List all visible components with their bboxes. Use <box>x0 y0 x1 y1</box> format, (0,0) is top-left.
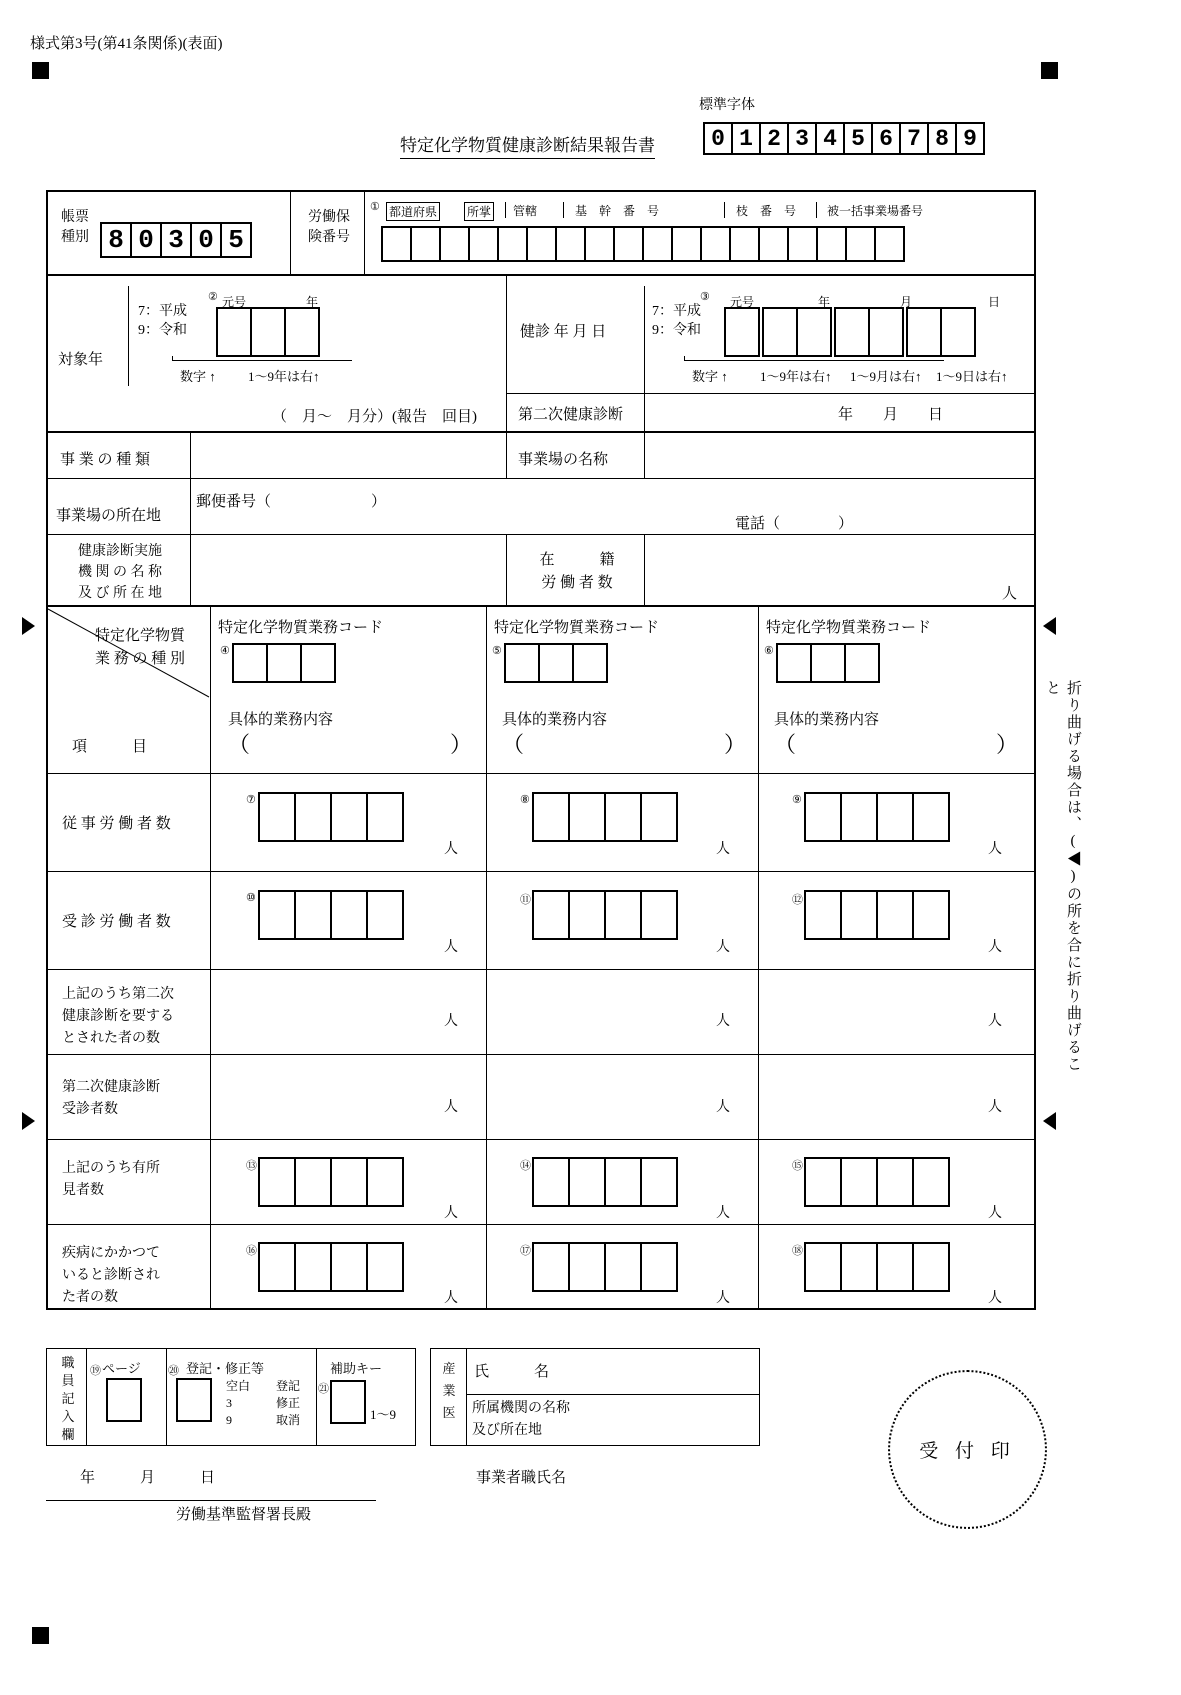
row4-col3-unit: 人 <box>988 1100 1002 1115</box>
record-type-digit: 8 <box>100 222 132 258</box>
record-type-digit: 0 <box>130 222 162 258</box>
row6-col3-boxes[interactable] <box>804 1242 948 1292</box>
row6-col3-unit: 人 <box>988 1291 1002 1306</box>
record-type-digit: 0 <box>190 222 222 258</box>
std-font-digits <box>703 122 983 155</box>
divider <box>505 202 506 218</box>
code-cell[interactable] <box>538 643 574 683</box>
num-cell[interactable] <box>330 1157 368 1207</box>
num-cell[interactable] <box>912 1242 950 1292</box>
col-gengo-label-2: 元号 <box>730 295 755 309</box>
marker-1: ① <box>370 201 380 213</box>
row6-col1-boxes[interactable] <box>258 1242 402 1292</box>
exam-date-boxes[interactable] <box>724 307 974 357</box>
register-label: 登記・修正等 <box>186 1361 265 1376</box>
month-cell-2[interactable] <box>868 307 904 357</box>
col-day-label: 日 <box>988 295 1001 309</box>
insurance-digit-cell[interactable] <box>497 226 528 262</box>
col-gengo-label: 元号 <box>222 295 247 309</box>
aux-label: 補助キー <box>330 1361 383 1376</box>
note-digit-2 <box>692 366 728 385</box>
matrix-corner-top: 特定化学物質 業 務 の 種 別 <box>94 628 185 667</box>
postal-label-text: 郵便番号（ <box>196 494 272 510</box>
code-cell[interactable] <box>844 643 880 683</box>
std-digit: 1 <box>731 122 761 155</box>
divider <box>466 1394 759 1395</box>
std-digit: 6 <box>871 122 901 155</box>
num-cell[interactable] <box>366 890 404 940</box>
num-cell[interactable] <box>640 890 678 940</box>
worker-count-label: 在 籍 労 働 者 数 <box>539 552 615 591</box>
num-cell[interactable] <box>568 1157 606 1207</box>
num-cell[interactable] <box>804 792 842 842</box>
num-cell[interactable] <box>532 890 570 940</box>
postal-close: ） <box>371 494 387 510</box>
matrix-row-4 <box>46 1055 1036 1140</box>
divider <box>506 535 507 607</box>
code-marker-3: ⑥ <box>764 645 774 657</box>
page-label: ページ <box>102 1361 141 1376</box>
insurance-digit-cell[interactable] <box>816 226 847 262</box>
row1-col1-unit: 人 <box>444 842 458 857</box>
insurance-digit-cell[interactable] <box>468 226 499 262</box>
divider <box>466 1348 467 1446</box>
exam-date-label: 健診 年 月 日 <box>520 324 607 340</box>
page-input-cell[interactable] <box>106 1378 142 1422</box>
arrow-up-icon: ↑ <box>313 369 320 384</box>
row3-col3-unit: 人 <box>988 1014 1002 1029</box>
marker-20: ⑳ <box>168 1365 179 1377</box>
num-cell[interactable] <box>876 1242 914 1292</box>
num-cell[interactable] <box>912 1157 950 1207</box>
note-right-text: 1〜9年は右 <box>248 369 314 384</box>
second-exam-date: 年 月 日 <box>838 407 944 423</box>
tel-close: ） <box>838 516 854 532</box>
col-year-label-2: 年 <box>818 295 831 309</box>
num-cell[interactable] <box>294 792 332 842</box>
row2-col1-unit: 人 <box>444 940 458 955</box>
site-name-label: 事業場の名称 <box>518 452 609 468</box>
num-cell[interactable] <box>876 792 914 842</box>
insurance-digit-cell[interactable] <box>381 226 412 262</box>
row6-col2-unit: 人 <box>716 1291 730 1306</box>
divider <box>506 276 507 433</box>
divider <box>190 433 191 479</box>
num-cell[interactable] <box>366 1242 404 1292</box>
period-note: （ 月〜 月分）(報告 回目) <box>272 409 477 425</box>
employer-label: 事業者職氏名 <box>476 1470 567 1486</box>
insurance-digit-cell[interactable] <box>584 226 615 262</box>
row2-col1-boxes[interactable] <box>258 890 402 940</box>
row-address <box>46 479 1036 535</box>
day-cell-2[interactable] <box>940 307 976 357</box>
note-digit-text-2: 数字 <box>692 369 719 384</box>
marker-21: ㉑ <box>318 1383 329 1395</box>
row1-col3-boxes[interactable] <box>804 792 948 842</box>
month-cell-1[interactable] <box>834 307 870 357</box>
code-boxes-2[interactable] <box>504 643 606 683</box>
note-right <box>248 366 320 385</box>
num-cell[interactable] <box>294 890 332 940</box>
tel-label <box>735 512 853 533</box>
col-month-label: 月 <box>900 295 913 309</box>
row1-col1-boxes[interactable] <box>258 792 402 842</box>
insurance-col-headers <box>370 200 960 218</box>
marker-12: ⑫ <box>792 894 803 906</box>
divider <box>563 202 564 218</box>
num-cell[interactable] <box>532 1157 570 1207</box>
divider <box>644 535 645 607</box>
row1-col2-boxes[interactable] <box>532 792 676 842</box>
num-cell[interactable] <box>568 792 606 842</box>
address-label: 事業場の所在地 <box>56 508 162 524</box>
row3-col2-unit: 人 <box>716 1014 730 1029</box>
marker-15: ⑮ <box>792 1160 803 1172</box>
worker-count-unit: 人 <box>1002 586 1018 602</box>
marker-11: ⑪ <box>520 894 531 906</box>
code-cell[interactable] <box>232 643 268 683</box>
insurance-digit-cell[interactable] <box>845 226 876 262</box>
num-cell[interactable] <box>640 1157 678 1207</box>
submit-to: 労働基準監督署長殿 <box>176 1507 312 1523</box>
code-label-2: 特定化学物質業務コード <box>494 620 660 636</box>
code-marker-2: ⑤ <box>492 645 502 657</box>
detail-paren-2[interactable]: （ ） <box>502 732 747 757</box>
code-boxes-3[interactable] <box>776 643 878 683</box>
day-cell-1[interactable] <box>906 307 942 357</box>
num-cell[interactable] <box>804 1242 842 1292</box>
col-year-label: 年 <box>306 295 319 309</box>
fold-arrow-right-top <box>1043 617 1056 635</box>
matrix-row-4-label: 第二次健康診断 受診者数 <box>62 1080 160 1117</box>
num-cell[interactable] <box>568 1242 606 1292</box>
num-cell[interactable] <box>258 792 296 842</box>
num-cell[interactable] <box>330 792 368 842</box>
divider <box>644 393 645 433</box>
note-month <box>850 366 922 385</box>
staff-label: 職 員 記 入 欄 <box>61 1355 75 1442</box>
submission-date: 年 月 日 <box>80 1470 216 1486</box>
num-cell[interactable] <box>804 890 842 940</box>
marker-9: ⑨ <box>792 794 802 806</box>
num-cell[interactable] <box>912 792 950 842</box>
note-year-text: 1〜9年は右 <box>760 369 826 384</box>
col-jurisdiction: 所掌 <box>464 202 494 221</box>
num-cell[interactable] <box>912 890 950 940</box>
std-digit: 4 <box>815 122 845 155</box>
fold-arrow-right-bottom <box>1043 1112 1056 1130</box>
num-cell[interactable] <box>258 1157 296 1207</box>
era-note-2: 7：平成 9：令和 <box>652 304 701 338</box>
detail-paren-1[interactable]: （ ） <box>228 732 473 757</box>
std-digit: 5 <box>843 122 873 155</box>
postal-label <box>196 490 386 511</box>
underline <box>172 360 352 361</box>
divider <box>506 433 507 479</box>
row2-col3-boxes[interactable] <box>804 890 948 940</box>
register-options-left: 空白 3 9 <box>226 1379 251 1427</box>
row5-col3-boxes[interactable] <box>804 1157 948 1207</box>
signature-line <box>46 1500 376 1501</box>
code-cell[interactable] <box>300 643 336 683</box>
marker-16: ⑯ <box>246 1245 257 1257</box>
row4-col2-unit: 人 <box>716 1100 730 1115</box>
register-mark-bottom-left <box>32 1627 49 1644</box>
receipt-seal-text: 受 付 印 <box>919 1441 1016 1462</box>
col-combined-site-number: 被一括事業場番号 <box>827 204 924 218</box>
divider <box>316 1348 317 1446</box>
row2-col3-unit: 人 <box>988 940 1002 955</box>
marker-2: ② <box>208 291 218 303</box>
row6-col2-boxes[interactable] <box>532 1242 676 1292</box>
detail-label-1: 具体的業務内容 <box>228 712 334 728</box>
num-cell[interactable] <box>568 890 606 940</box>
col-branch-number: 枝 番 号 <box>736 204 797 218</box>
divider <box>290 190 291 276</box>
note-digit-text: 数字 <box>180 369 207 384</box>
code-label-3: 特定化学物質業務コード <box>766 620 932 636</box>
insurance-digit-cell[interactable] <box>874 226 905 262</box>
row5-col2-unit: 人 <box>716 1206 730 1221</box>
num-cell[interactable] <box>604 792 642 842</box>
aux-range: 1〜9 <box>370 1407 397 1422</box>
marker-3: ③ <box>700 291 710 303</box>
tick <box>684 356 685 361</box>
row2-col2-unit: 人 <box>716 940 730 955</box>
form-number: 様式第3号(第41条関係)(表面) <box>30 36 223 52</box>
matrix-row-6-label: 疾病にかかつて いると診断され た者の数 <box>62 1246 160 1305</box>
col-prefecture: 都道府県 <box>386 202 440 221</box>
target-year-boxes[interactable] <box>216 307 318 357</box>
insurance-number-boxes[interactable] <box>381 226 903 262</box>
note-digit <box>180 366 216 385</box>
record-type-label: 帳票 種別 <box>61 210 89 245</box>
code-cell[interactable] <box>810 643 846 683</box>
matrix-corner-bottom: 項 目 <box>72 739 148 755</box>
insurance-digit-cell[interactable] <box>729 226 760 262</box>
tel-label-text: 電話（ <box>735 516 781 532</box>
row5-col3-unit: 人 <box>988 1206 1002 1221</box>
note-year <box>760 366 832 385</box>
institution-label: 健康診断実施 機 関 の 名 称 及 び 所 在 地 <box>78 544 162 601</box>
register-options-right: 登記 修正 取消 <box>276 1379 301 1427</box>
insurance-digit-cell[interactable] <box>700 226 731 262</box>
receipt-seal <box>888 1370 1047 1529</box>
business-type-label: 事 業 の 種 類 <box>60 452 151 468</box>
num-cell[interactable] <box>876 890 914 940</box>
page-title: 特定化学物質健康診断結果報告書 <box>400 131 655 159</box>
divider <box>816 202 817 218</box>
num-cell[interactable] <box>330 1242 368 1292</box>
divider <box>644 286 645 393</box>
arrow-up-icon: ↑ <box>825 369 832 384</box>
divider <box>166 1348 167 1446</box>
std-digit: 3 <box>787 122 817 155</box>
row6-col1-unit: 人 <box>444 1291 458 1306</box>
aux-input-cell[interactable] <box>330 1380 366 1424</box>
insurance-digit-cell[interactable] <box>758 226 789 262</box>
arrow-up-icon: ↑ <box>915 369 922 384</box>
num-cell[interactable] <box>804 1157 842 1207</box>
detail-label-2: 具体的業務内容 <box>502 712 608 728</box>
matrix-row-3 <box>46 970 1036 1055</box>
row3-col1-unit: 人 <box>444 1014 458 1029</box>
row1-col2-unit: 人 <box>716 842 730 857</box>
insurance-digit-cell[interactable] <box>787 226 818 262</box>
target-year-label: 対象年 <box>58 352 104 368</box>
std-digit: 8 <box>927 122 957 155</box>
matrix-row-5-label: 上記のうち有所 見者数 <box>62 1161 160 1198</box>
code-label-1: 特定化学物質業務コード <box>218 620 384 636</box>
gengo-cell[interactable] <box>724 307 760 357</box>
divider <box>644 433 645 479</box>
divider <box>190 479 191 535</box>
num-cell[interactable] <box>294 1157 332 1207</box>
year-cell-2[interactable] <box>796 307 832 357</box>
marker-19: ⑲ <box>90 1365 101 1377</box>
num-cell[interactable] <box>840 890 878 940</box>
num-cell[interactable] <box>640 792 678 842</box>
detail-paren-3[interactable]: （ ） <box>774 732 1019 757</box>
code-cell[interactable] <box>572 643 608 683</box>
site-name-value[interactable] <box>652 448 1022 470</box>
note-month-text: 1〜9月は右 <box>850 369 916 384</box>
num-cell[interactable] <box>258 890 296 940</box>
num-cell[interactable] <box>294 1242 332 1292</box>
insurance-digit-cell[interactable] <box>613 226 644 262</box>
doctor-label: 産 業 医 <box>442 1361 456 1420</box>
insurance-digit-cell[interactable] <box>439 226 470 262</box>
num-cell[interactable] <box>604 1242 642 1292</box>
era-note: 7：平成 9：令和 <box>138 304 187 338</box>
fold-arrow-left-bottom <box>22 1112 35 1130</box>
insurance-digit-cell[interactable] <box>410 226 441 262</box>
row5-col2-boxes[interactable] <box>532 1157 676 1207</box>
tick <box>172 356 173 361</box>
doctor-name-label: 氏 名 <box>474 1364 550 1380</box>
note-day-text: 1〜9日は右 <box>936 369 1002 384</box>
col-control: 管轄 <box>513 204 538 218</box>
std-digit: 0 <box>703 122 733 155</box>
matrix-row-2-label: 受 診 労 働 者 数 <box>62 914 171 930</box>
num-cell[interactable] <box>876 1157 914 1207</box>
row2-col2-boxes[interactable] <box>532 890 676 940</box>
num-cell[interactable] <box>640 1242 678 1292</box>
num-cell[interactable] <box>258 1242 296 1292</box>
year-cell-1[interactable] <box>250 307 286 357</box>
underline <box>684 360 944 361</box>
std-digit: 2 <box>759 122 789 155</box>
code-cell[interactable] <box>776 643 812 683</box>
num-cell[interactable] <box>840 1157 878 1207</box>
num-cell[interactable] <box>840 1242 878 1292</box>
code-boxes-1[interactable] <box>232 643 334 683</box>
std-font-label: 標準字体 <box>699 98 755 113</box>
std-digit: 9 <box>955 122 985 155</box>
fold-side-note: 折り曲げる場合は、(◀)の所を合に折り曲げること <box>1044 680 1081 1073</box>
year-cell-2[interactable] <box>284 307 320 357</box>
divider <box>86 1348 87 1446</box>
marker-13: ⑬ <box>246 1160 257 1172</box>
labor-insurance-label: 労働保 険番号 <box>308 210 350 245</box>
row1-col3-unit: 人 <box>988 842 1002 857</box>
insurance-digit-cell[interactable] <box>555 226 586 262</box>
fold-arrow-left-top <box>22 617 35 635</box>
code-cell[interactable] <box>266 643 302 683</box>
year-cell-1[interactable] <box>762 307 798 357</box>
doctor-org-label: 所属機関の名称 及び所在地 <box>472 1401 570 1438</box>
marker-8: ⑧ <box>520 794 530 806</box>
row5-col1-boxes[interactable] <box>258 1157 402 1207</box>
num-cell[interactable] <box>532 792 570 842</box>
marker-7: ⑦ <box>246 794 256 806</box>
num-cell[interactable] <box>604 890 642 940</box>
marker-18: ⑱ <box>792 1245 803 1257</box>
second-exam-label: 第二次健康診断 <box>518 407 624 423</box>
register-mark-top-left <box>32 62 49 79</box>
num-cell[interactable] <box>840 792 878 842</box>
code-marker-1: ④ <box>220 645 230 657</box>
divider <box>506 393 1036 394</box>
record-type-digit: 3 <box>160 222 192 258</box>
register-mark-top-right <box>1041 62 1058 79</box>
row5-col1-unit: 人 <box>444 1206 458 1221</box>
gengo-cell[interactable] <box>216 307 252 357</box>
arrow-up-icon: ↑ <box>1001 369 1008 384</box>
matrix-row-3-label: 上記のうち第二次 健康診断を要する とされた者の数 <box>62 987 174 1046</box>
num-cell[interactable] <box>366 792 404 842</box>
num-cell[interactable] <box>366 1157 404 1207</box>
num-cell[interactable] <box>532 1242 570 1292</box>
num-cell[interactable] <box>330 890 368 940</box>
marker-10: ⑩ <box>246 892 256 904</box>
insurance-digit-cell[interactable] <box>642 226 673 262</box>
marker-14: ⑭ <box>520 1160 531 1172</box>
record-type-digit: 5 <box>220 222 252 258</box>
col-base-number: 基 幹 番 号 <box>575 204 660 218</box>
arrow-up-icon: ↑ <box>209 369 216 384</box>
marker-17: ⑰ <box>520 1245 531 1257</box>
insurance-digit-cell[interactable] <box>671 226 702 262</box>
arrow-up-icon: ↑ <box>721 369 728 384</box>
business-type-value[interactable] <box>196 448 496 470</box>
num-cell[interactable] <box>604 1157 642 1207</box>
record-type-digits <box>100 222 250 258</box>
code-cell[interactable] <box>504 643 540 683</box>
detail-label-3: 具体的業務内容 <box>774 712 880 728</box>
row4-col1-unit: 人 <box>444 1100 458 1115</box>
divider <box>724 202 725 218</box>
insurance-digit-cell[interactable] <box>526 226 557 262</box>
std-digit: 7 <box>899 122 929 155</box>
matrix-row-1-label: 従 事 労 働 者 数 <box>62 816 171 832</box>
register-input-cell[interactable] <box>176 1378 212 1422</box>
divider <box>364 190 365 276</box>
divider <box>190 535 191 607</box>
note-day <box>936 366 1008 385</box>
